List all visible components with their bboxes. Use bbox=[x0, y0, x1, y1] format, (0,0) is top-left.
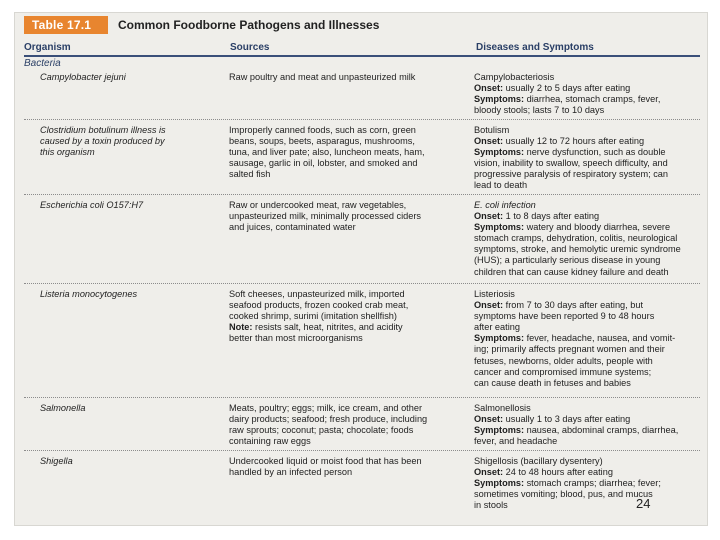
field-text: fever, headache, nausea, and vomit- bbox=[524, 333, 676, 344]
organism-cell bbox=[40, 125, 220, 158]
scanned-page bbox=[14, 12, 708, 526]
text-line bbox=[474, 344, 702, 355]
row-divider bbox=[24, 283, 700, 284]
field-text: 1 to 8 days after eating bbox=[503, 211, 600, 222]
text-line bbox=[474, 136, 702, 147]
field-text: usually 2 to 5 days after eating bbox=[503, 83, 631, 94]
text-line: Improperly canned foods, such as corn, green bbox=[229, 125, 416, 135]
field-text: progressive paralysis of respiratory system; can bbox=[474, 169, 669, 180]
organism-cell bbox=[40, 456, 220, 467]
text-line bbox=[474, 244, 702, 255]
text-line bbox=[474, 467, 702, 478]
text-line bbox=[229, 289, 467, 300]
field-label: Onset: bbox=[474, 136, 504, 147]
text-line bbox=[474, 436, 702, 447]
text-line bbox=[474, 233, 702, 244]
organism-cell bbox=[40, 200, 220, 211]
text-line: caused by a toxin produced by bbox=[40, 136, 165, 147]
text-line: beans, soups, beets, asparagus, mushrooms, bbox=[229, 136, 415, 147]
field-text: fever, and headache bbox=[474, 436, 558, 447]
field-text: can cause death in fetuses and babies bbox=[474, 377, 631, 388]
text-line bbox=[474, 333, 702, 344]
text-line: Shigella bbox=[40, 456, 73, 466]
text-line: Clostridium botulinum illness is bbox=[40, 125, 166, 135]
text-line bbox=[474, 267, 702, 278]
text-line bbox=[474, 147, 702, 158]
diseases-cell bbox=[474, 456, 702, 511]
diseases-cell bbox=[474, 125, 702, 192]
header-sources: Sources bbox=[230, 42, 270, 53]
text-line bbox=[474, 367, 702, 378]
field-label: Symptoms: bbox=[474, 147, 525, 158]
sources-cell bbox=[229, 456, 467, 478]
text-line bbox=[474, 322, 702, 333]
diseases-cell bbox=[474, 403, 702, 447]
field-text: Shigellosis (bacillary dysentery) bbox=[474, 456, 603, 466]
field-text: cooked shrimp, surimi (imitation shellfish) bbox=[229, 311, 397, 322]
field-text: Botulism bbox=[474, 125, 510, 135]
text-line bbox=[474, 289, 702, 300]
field-label: Symptoms: bbox=[474, 94, 525, 105]
field-text: usually 1 to 3 days after eating bbox=[503, 414, 631, 425]
field-label: Symptoms: bbox=[474, 425, 525, 436]
text-line: Meats, poultry; eggs; milk, ice cream, and other bbox=[229, 403, 423, 413]
text-line: Raw poultry and meat and unpasteurized milk bbox=[229, 72, 416, 82]
field-label: Onset: bbox=[474, 300, 504, 311]
text-line bbox=[474, 125, 702, 136]
field-text: Soft cheeses, unpasteurized milk, imported bbox=[229, 289, 405, 299]
row-divider bbox=[24, 397, 700, 398]
text-line bbox=[474, 255, 702, 266]
text-line: sausage, garlic in oil, lobster, and smoked and bbox=[229, 158, 418, 169]
field-text: stomach cramps; diarrhea; fever; bbox=[524, 478, 661, 489]
text-line: this organism bbox=[40, 147, 95, 158]
text-line bbox=[474, 414, 702, 425]
field-text: children that can cause kidney failure and death bbox=[474, 266, 669, 277]
text-line bbox=[474, 300, 702, 311]
text-line bbox=[229, 322, 467, 333]
text-line: dairy products; seafood; fresh produce, including bbox=[229, 414, 428, 425]
field-text: nausea, abdominal cramps, diarrhea, bbox=[524, 425, 679, 436]
text-line bbox=[474, 211, 702, 222]
field-text: in stools bbox=[474, 500, 508, 511]
header-rule bbox=[24, 55, 700, 57]
field-text: vision, inability to swallow, speech difficulty, and bbox=[474, 158, 668, 169]
field-text: usually 12 to 72 hours after eating bbox=[503, 136, 645, 147]
field-text: Campylobacteriosis bbox=[474, 72, 555, 82]
text-line bbox=[474, 311, 702, 322]
field-label: Onset: bbox=[474, 467, 504, 478]
text-line bbox=[474, 478, 702, 489]
text-line: Undercooked liquid or moist food that has been bbox=[229, 456, 422, 466]
text-line: Salmonella bbox=[40, 403, 86, 413]
text-line: salted fish bbox=[229, 169, 271, 180]
organism-cell bbox=[40, 403, 220, 414]
sources-cell bbox=[229, 200, 467, 233]
section-bacteria: Bacteria bbox=[24, 58, 61, 69]
field-text: seafood products, frozen cooked crab meat, bbox=[229, 300, 409, 311]
text-line bbox=[474, 180, 702, 191]
text-line bbox=[229, 300, 467, 311]
text-line bbox=[474, 222, 702, 233]
field-label: Note: bbox=[229, 322, 253, 333]
field-label: Onset: bbox=[474, 83, 504, 94]
field-text: watery and bloody diarrhea, severe bbox=[524, 222, 671, 233]
text-line: containing raw eggs bbox=[229, 436, 311, 447]
field-text: cancer and compromised immune systems; bbox=[474, 366, 652, 377]
text-line bbox=[474, 456, 702, 467]
row-divider bbox=[24, 119, 700, 120]
text-line bbox=[474, 356, 702, 367]
diseases-cell bbox=[474, 289, 702, 389]
text-line bbox=[474, 500, 702, 511]
field-text: resists salt, heat, nitrites, and acidity bbox=[252, 322, 403, 333]
field-text: nerve dysfunction, such as double bbox=[524, 147, 666, 158]
organism-cell bbox=[40, 72, 220, 83]
sources-cell bbox=[229, 125, 467, 180]
text-line bbox=[474, 378, 702, 389]
text-line bbox=[474, 169, 702, 180]
field-text: sometimes vomiting; blood, pus, and mucus bbox=[474, 489, 653, 500]
field-text: (HUS); a particularly serious disease in young bbox=[474, 255, 661, 266]
organism-cell bbox=[40, 289, 220, 300]
field-label: Symptoms: bbox=[474, 222, 525, 233]
diseases-cell bbox=[474, 72, 702, 116]
field-text: Listeriosis bbox=[474, 289, 515, 299]
text-line: raw sprouts; coconut; pasta; chocolate; foods bbox=[229, 425, 414, 436]
sources-cell bbox=[229, 72, 467, 83]
table-number-tag: Table 17.1 bbox=[24, 16, 108, 34]
text-line: unpasteurized milk, minimally processed ciders bbox=[229, 211, 421, 222]
text-line bbox=[474, 200, 702, 211]
text-line bbox=[474, 403, 702, 414]
text-line: Raw or undercooked meat, raw vegetables, bbox=[229, 200, 407, 210]
field-text: better than most microorganisms bbox=[229, 333, 363, 344]
header-organism: Organism bbox=[24, 42, 71, 53]
sources-cell bbox=[229, 403, 467, 447]
field-text: symptoms have been reported 9 to 48 hours bbox=[474, 311, 655, 322]
sources-cell bbox=[229, 289, 467, 344]
row-divider bbox=[24, 450, 700, 451]
text-line: Campylobacter jejuni bbox=[40, 72, 126, 82]
field-text: stomach cramps, dehydration, colitis, neurological bbox=[474, 233, 678, 244]
text-line bbox=[474, 94, 702, 105]
field-text: bloody stools; lasts 7 to 10 days bbox=[474, 105, 605, 116]
table-title: Common Foodborne Pathogens and Illnesses bbox=[118, 18, 380, 32]
field-text: 24 to 48 hours after eating bbox=[503, 467, 613, 478]
field-label: Onset: bbox=[474, 211, 504, 222]
text-line bbox=[229, 333, 467, 344]
field-text: ing; primarily affects pregnant women and their bbox=[474, 344, 665, 355]
text-line: and juices, contaminated water bbox=[229, 222, 356, 233]
row-divider bbox=[24, 194, 700, 195]
text-line: Listeria monocytogenes bbox=[40, 289, 138, 299]
field-text: diarrhea, stomach cramps, fever, bbox=[524, 94, 661, 105]
text-line: tuna, and liver pate; also, luncheon meats, ham, bbox=[229, 147, 425, 158]
text-line bbox=[474, 158, 702, 169]
field-label: Symptoms: bbox=[474, 333, 525, 344]
field-text: after eating bbox=[474, 322, 520, 333]
text-line bbox=[474, 72, 702, 83]
text-line bbox=[474, 425, 702, 436]
field-label: Onset: bbox=[474, 414, 504, 425]
text-line bbox=[474, 105, 702, 116]
text-line bbox=[229, 311, 467, 322]
text-line bbox=[474, 489, 702, 500]
field-text: lead to death bbox=[474, 180, 528, 191]
text-line: handled by an infected person bbox=[229, 467, 353, 478]
field-text: symptoms, stroke, and hemolytic uremic syndrome bbox=[474, 244, 681, 255]
diseases-cell bbox=[474, 200, 702, 278]
field-text: from 7 to 30 days after eating, but bbox=[503, 300, 644, 311]
text-line bbox=[474, 83, 702, 94]
header-diseases: Diseases and Symptoms bbox=[476, 42, 594, 53]
text-line: Escherichia coli O157:H7 bbox=[40, 200, 144, 210]
page-number: 24 bbox=[636, 496, 651, 511]
field-text: fetuses, newborns, older adults, people with bbox=[474, 355, 653, 366]
field-text: E. coli infection bbox=[474, 200, 536, 210]
field-text: Salmonellosis bbox=[474, 403, 531, 413]
field-label: Symptoms: bbox=[474, 478, 525, 489]
